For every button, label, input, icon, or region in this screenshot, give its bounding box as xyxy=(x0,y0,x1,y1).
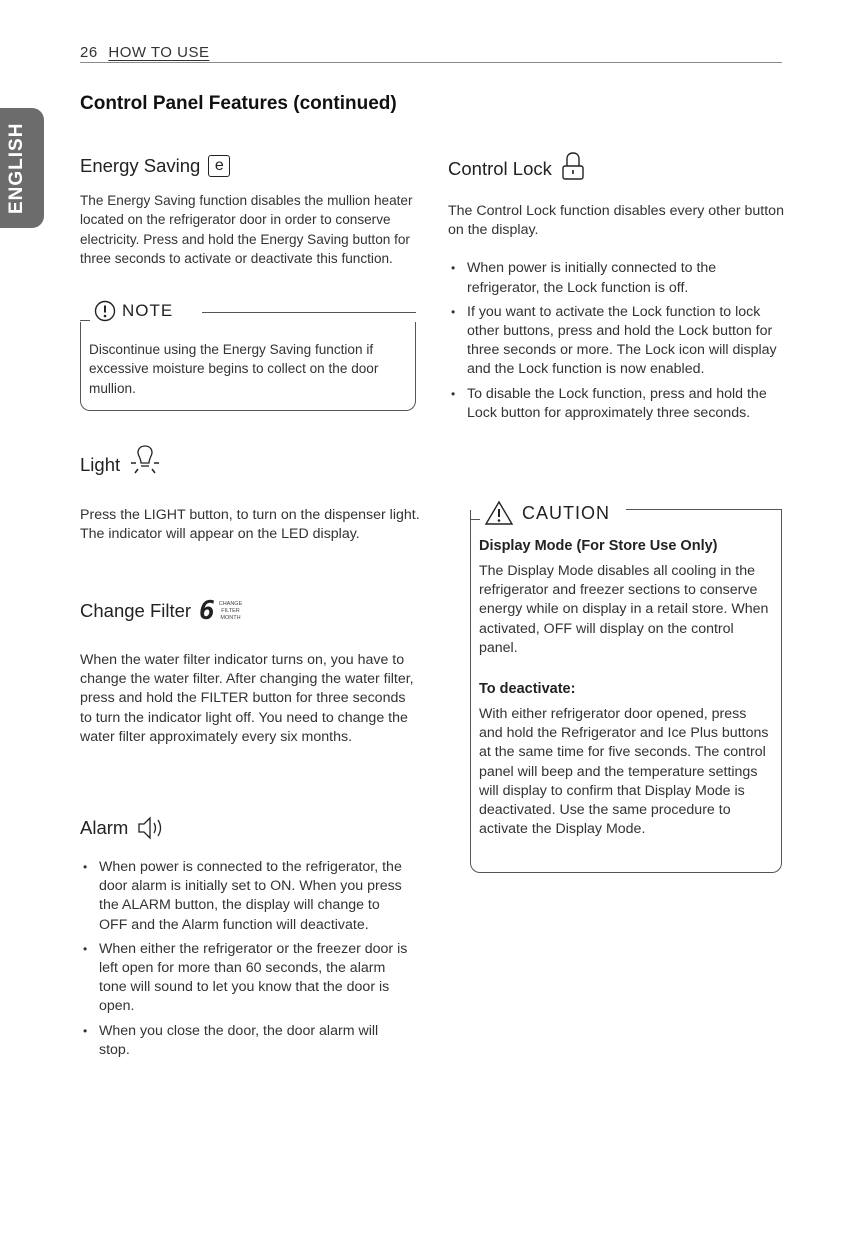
display-mode-body: The Display Mode disables all cooling in the refrigerator and freezer sections to conserve energy while on display in a retail store. When activated, OFF will display on the control panel. xyxy=(479,563,769,656)
change-filter-title: Change Filter xyxy=(80,600,192,621)
page-number: 26 xyxy=(80,44,98,61)
energy-saving-body: The Energy Saving function disables the mullion heater located on the refrigerator door in order to conserve electricity. Press and hold the Energy Saving button for three seconds to activate or deactivate this function. xyxy=(80,193,413,266)
language-side-tab xyxy=(0,108,44,228)
caution-box xyxy=(470,510,782,873)
change-filter-icon: 6 CHANGE FILTER MONTH xyxy=(199,596,243,626)
control-lock-heading xyxy=(448,150,784,182)
deactivate-body: With either refrigerator door opened, press and hold the Refrigerator and Ice Plus buttons at the same time for five seconds. The control panel will beep and the temperature settings will display to confirm that Display Mode is deactivated. Use the same procedure to activate the Display Mode. xyxy=(479,706,769,838)
light-heading xyxy=(80,442,420,478)
list-item: • To disable the Lock function, press and hold the Lock button for approximately three seconds. xyxy=(448,385,784,423)
section-label: HOW TO USE xyxy=(108,44,210,61)
display-mode-subheading: Display Mode (For Store Use Only) xyxy=(479,538,718,554)
control-lock-section xyxy=(448,150,784,428)
light-body: Press the LIGHT button, to turn on the dispenser light. The indicator will appear on the LED display. xyxy=(80,507,420,543)
note-body: Discontinue using the Energy Saving function if excessive moisture begins to collect on the door mullion. xyxy=(89,342,379,396)
change-filter-section xyxy=(80,598,420,747)
energy-saving-icon: e xyxy=(208,155,230,177)
note-header xyxy=(80,300,416,322)
list-item: • When power is connected to the refrigerator, the door alarm is initially set to ON. When you press the ALARM button, the display will change to OFF and the Alarm function will deactivate. xyxy=(80,858,410,935)
language-label: ENGLISH xyxy=(6,122,27,214)
alarm-heading xyxy=(80,815,410,841)
alarm-bullet-list xyxy=(80,858,410,1060)
note-box xyxy=(80,322,416,411)
alarm-section xyxy=(80,815,410,1065)
list-item: • When you close the door, the door alarm will stop. xyxy=(80,1022,410,1060)
deactivate-subheading: To deactivate: xyxy=(479,681,576,698)
control-lock-bullet-list xyxy=(448,259,784,423)
control-lock-title: Control Lock xyxy=(448,158,552,179)
change-filter-heading xyxy=(80,598,420,624)
alarm-title: Alarm xyxy=(80,817,129,838)
caution-label: CAUTION xyxy=(522,502,610,523)
control-lock-body: The Control Lock function disables every other button on the display. xyxy=(448,203,784,239)
page-header xyxy=(80,44,782,63)
light-section xyxy=(80,442,420,544)
change-filter-body: When the water filter indicator turns on, you have to change the water filter. After changing the water filter, press and hold the FILTER button for three seconds to turn the indicator light off. You need to change the water filter approximately every six months. xyxy=(80,652,414,745)
note-label: NOTE xyxy=(122,301,174,320)
lock-icon xyxy=(560,150,586,182)
energy-saving-title: Energy Saving xyxy=(80,155,201,176)
list-item: • If you want to activate the Lock function to lock other buttons, press and hold the Lock button for three seconds or more. The Lock icon will display and the Lock function is now enabled. xyxy=(448,303,784,380)
note-info-icon xyxy=(94,300,116,322)
speaker-icon xyxy=(136,815,166,841)
energy-saving-heading xyxy=(80,155,420,177)
light-bulb-icon xyxy=(128,442,162,478)
light-title: Light xyxy=(80,454,121,475)
list-item: • When either the refrigerator or the freezer door is left open for more than 60 seconds, the alarm tone will sound to let you know that the door is open. xyxy=(80,940,410,1017)
list-item: • When power is initially connected to the refrigerator, the Lock function is off. xyxy=(448,259,784,297)
page-title: Control Panel Features (continued) xyxy=(80,93,397,114)
energy-saving-section xyxy=(80,155,420,268)
